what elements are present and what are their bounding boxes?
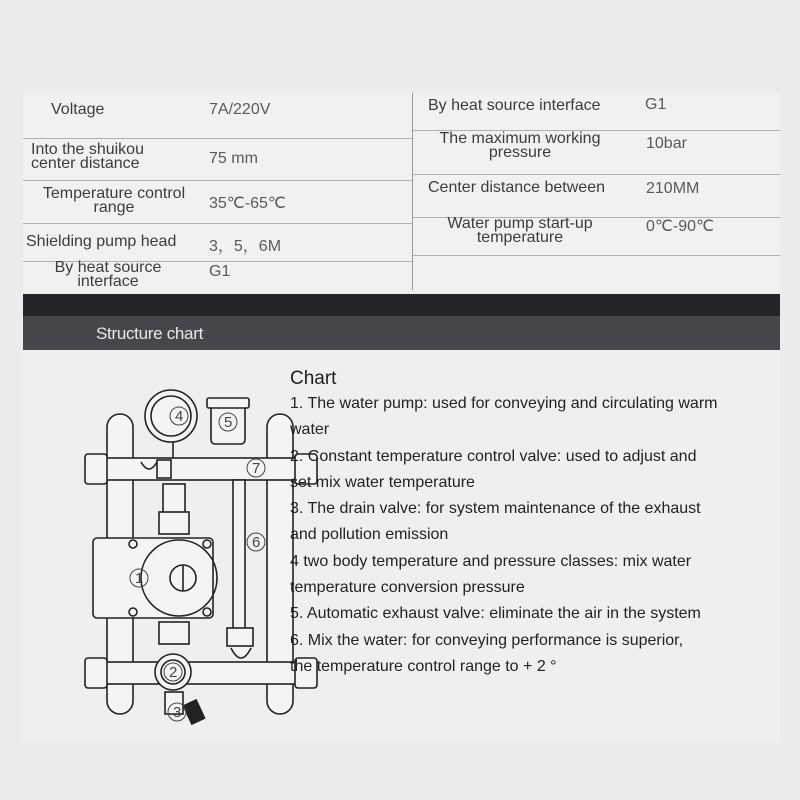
spec-row: [413, 93, 780, 131]
spec-value: G1: [209, 263, 231, 280]
callout-4: 4: [175, 408, 184, 425]
spec-value: 3，5，6M: [209, 238, 282, 255]
callout-5: 5: [224, 414, 233, 431]
spec-value: G1: [645, 96, 667, 113]
spec-row: [23, 224, 412, 262]
description-line: temperature conversion pressure: [290, 579, 525, 597]
spec-row: [23, 259, 412, 290]
section-title: Structure chart: [96, 324, 203, 343]
spec-label: Water pump start-up temperature: [447, 215, 593, 246]
callout-3: 3: [173, 704, 182, 721]
top-manifold-icon: [87, 458, 315, 480]
section-header: [23, 316, 780, 350]
spec-label: Into the shuikou center distance: [31, 141, 144, 172]
description-line: 6. Mix the water: for conveying performance is superior,: [290, 631, 684, 649]
callout-1: 1: [135, 570, 144, 587]
spec-row: [413, 175, 780, 218]
structure-diagram: [83, 372, 323, 752]
spec-value: 10bar: [646, 135, 687, 152]
spec-row: [23, 181, 412, 224]
bottom-manifold-icon: [87, 662, 315, 684]
spec-label: The maximum working pressure: [439, 130, 601, 161]
description-line: 3. The drain valve: for system maintenance of the exhaust: [290, 500, 701, 518]
description-line: 1. The water pump: used for conveying and circulating warm: [290, 395, 718, 412]
spec-label: Temperature control range: [42, 185, 186, 216]
spec-label: By heat source interface: [428, 97, 601, 114]
description-line: 4 two body temperature and pressure classes: mix water: [290, 552, 692, 570]
description-line: the temperature control range to + 2 °: [290, 657, 557, 675]
description-line: water: [290, 421, 330, 439]
spec-table: [23, 93, 780, 290]
description-line: 5. Automatic exhaust valve: eliminate the air in the system: [290, 605, 701, 623]
spec-label: Center distance between: [428, 179, 605, 196]
pressure-gauge-icon: [145, 390, 197, 442]
divider-bar: [23, 294, 780, 316]
spec-row: [23, 93, 412, 139]
spec-label: By heat source interface: [54, 259, 162, 290]
spec-row: [413, 215, 780, 256]
spec-row: [23, 139, 412, 181]
spec-column-right: [412, 93, 780, 290]
description-line: and pollution emission: [290, 526, 449, 544]
spec-column-left: [23, 93, 412, 290]
callout-2: 2: [169, 664, 178, 681]
description-title: Chart: [290, 368, 337, 389]
spec-row-empty: [413, 256, 780, 290]
description-line: 2. Constant temperature control valve: used to adjust and: [290, 447, 697, 465]
callout-7: 7: [252, 460, 261, 477]
spec-value: 75 mm: [209, 150, 258, 167]
description-line: set mix water temperature: [290, 473, 475, 491]
spec-row: [413, 131, 780, 175]
spec-value: 7A/220V: [209, 101, 271, 118]
callout-6: 6: [252, 534, 261, 551]
spec-value: 210MM: [646, 180, 700, 197]
mixing-pipe-icon: [233, 480, 245, 630]
spec-value: 35℃-65℃: [209, 195, 286, 212]
spec-value: 0℃-90℃: [646, 218, 714, 235]
spec-label: Shielding pump head: [26, 233, 177, 250]
component-description: [290, 367, 790, 680]
spec-label: Voltage: [51, 101, 105, 118]
